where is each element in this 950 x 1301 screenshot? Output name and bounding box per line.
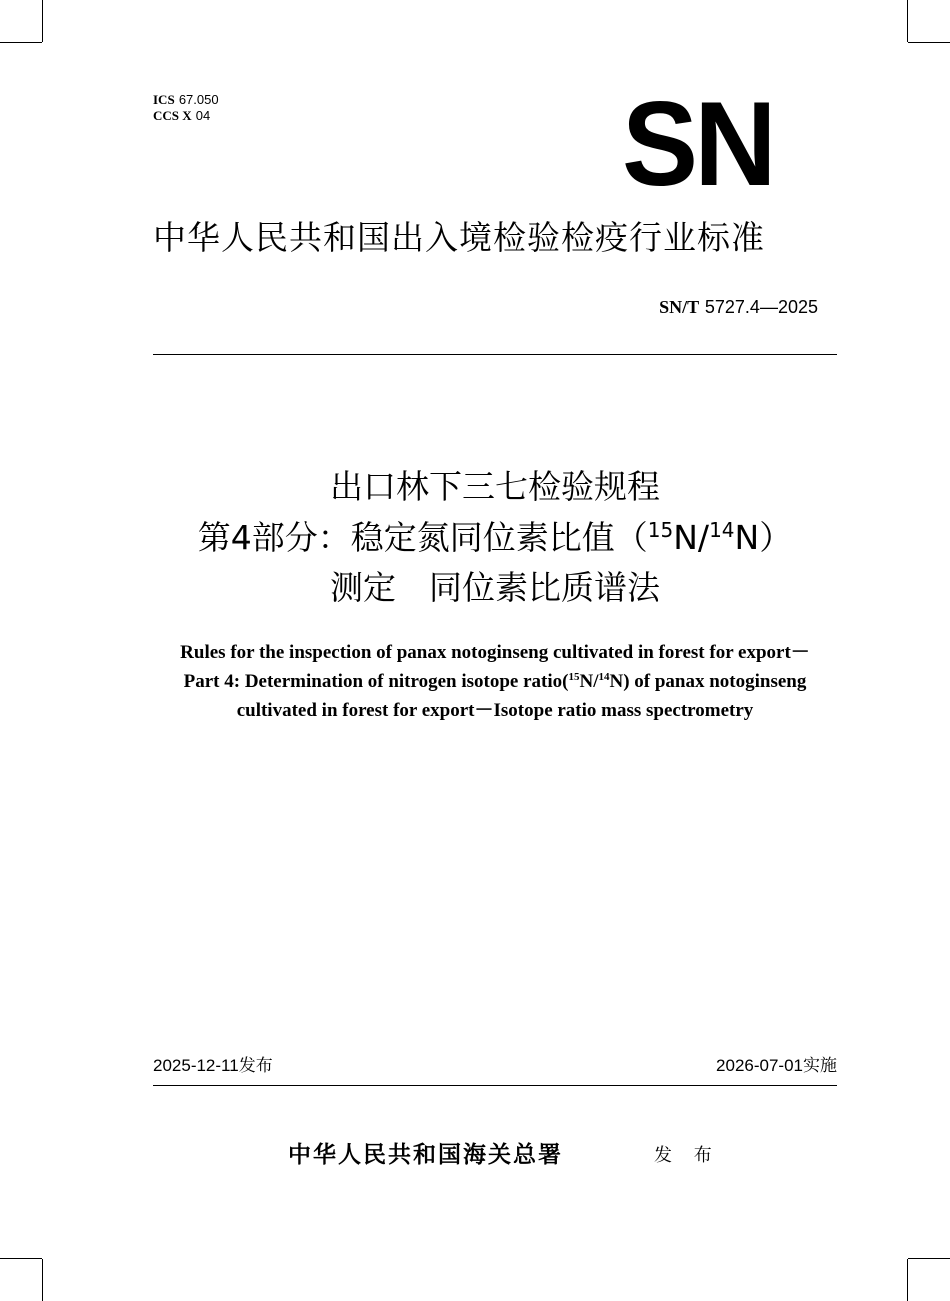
publish-label: 发 布 xyxy=(654,1145,720,1166)
sn-logo: SN xyxy=(622,77,773,211)
main-title-line-3: 测定 同位素比质谱法 xyxy=(330,568,660,607)
english-title-line-3: cultivated in forest for export－Isotope ratio mass spectrometry xyxy=(236,700,754,721)
header-divider xyxy=(153,354,837,355)
implementation-date: 2026-07-01实施 xyxy=(716,1056,837,1076)
classification-codes xyxy=(153,92,219,124)
english-title-line-2: Part 4: Determination of nitrogen isotope ratio($^{15}$N/$^{14}$N) of panax notoginseng xyxy=(183,671,807,692)
english-title xyxy=(100,638,890,725)
english-title-line-1: Rules for the inspection of panax notoginseng cultivated in forest for export－ xyxy=(180,642,810,663)
standard-number: SN/T 5727.4—2025 xyxy=(659,297,818,317)
publisher-name: 中华人民共和国海关总署 xyxy=(288,1141,563,1168)
ics-code: ICS 67.050 xyxy=(153,92,219,107)
main-title-line-1: 出口林下三七检验规程 xyxy=(330,467,660,506)
main-title-line-2: 第4部分：稳定氮同位素比值（$^{15}$N/$^{14}$N） xyxy=(197,518,793,557)
issue-date: 2025-12-11发布 xyxy=(153,1056,273,1076)
standard-category-title: 中华人民共和国出入境检验检疫行业标准 xyxy=(153,218,765,257)
footer-divider xyxy=(153,1085,837,1086)
ccs-code: CCS X 04 xyxy=(153,108,211,123)
